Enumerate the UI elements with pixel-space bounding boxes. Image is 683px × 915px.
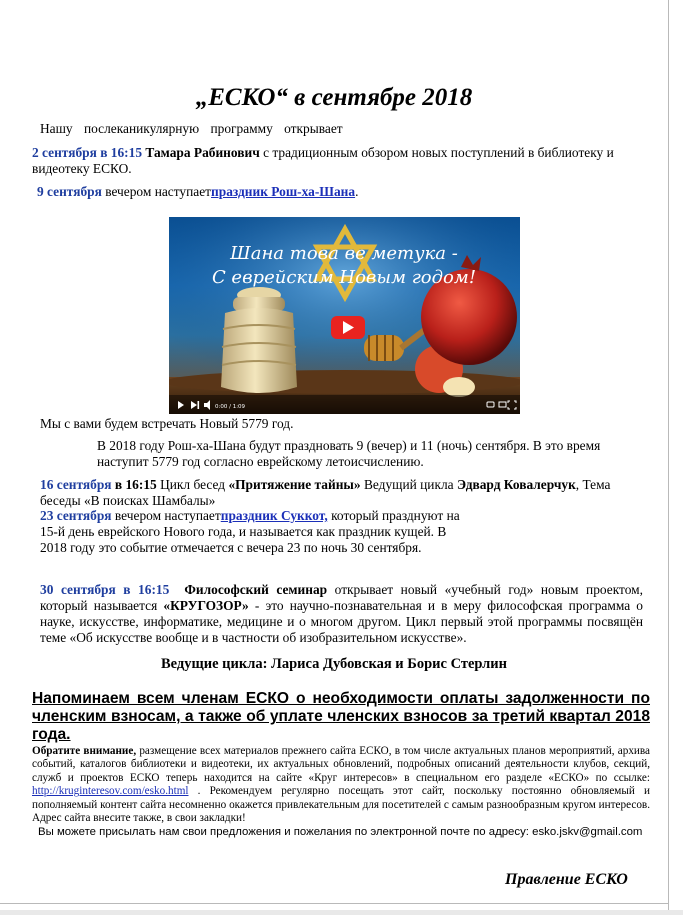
rosh-hashana-dates: В 2018 году Рош-ха-Шана будут праздновать 9 (вечер) и 11 (ночь) сентября. В это время наступит 5779 год согласно еврейскому летоисчислению. [97,438,601,469]
rosh-hashana-link[interactable]: праздник Рош-ха-Шана [211,184,356,199]
event-sept-9: 9 сентября вечером наступаетпраздник Рош-ха-Шана. [37,184,359,199]
event-sept-2 [32,145,642,177]
page-footer-strip [0,910,683,915]
apple-slice-icon [443,377,475,397]
event-host: Эдвард Ковалерчук [456,477,576,492]
event-time: в 16:15 [114,477,157,492]
site-link[interactable]: http://kruginteresov.com/esko.html [32,785,189,798]
signature: Правление ЕСКО [505,871,628,888]
event-date: 30 сентября в 16:15 [40,582,170,597]
site-notice: Обратите внимание, размещение всех материалов прежнего сайта ЕСКО, в том числе актуальных планов мероприятий, архива событий, каталогов библиотеки и видеотеки, их актуальных обновлений, подробных описаний деятельности клубов, секций, служб и проектов ЕСКО теперь находится на сайте «Круг интересов» в специальном его разделе «ЕСКО» по ссылке: http://kruginteresov.com/esko.html . Рекомендуем регулярно посещать этот сайт, поскольку постоянно обновляемый и пополняемый контент сайта несомненно окажется привлекательным для посетителей с самым разнообразным кругом интересов. Адрес сайта внесите также, в свои закладки! [32,745,651,825]
page-title: „ЕСКО“ в сентябре 2018 [195,84,473,111]
event-date: 2 сентября в 16:15 [32,145,143,160]
event-sept-16: 16 сентября в 16:15 Цикл бесед «Притяжение тайны» Ведущий цикла Эдвард Ковалерчук, Тема беседы «В поисках Шамбалы» [40,477,611,508]
new-year-text: Мы с вами будем встречать Новый 5779 год. [40,416,294,431]
event-date: 16 сентября [40,477,112,492]
seminar-name: Философский семинар [184,582,328,597]
event-date: 9 сентября [37,184,102,199]
greeting-line-2: С еврейским Новым годом! [211,267,477,288]
event-sept-30: 30 сентября в 16:15 Философский семинар открывает новый «учебный год» новым проектом, который называется «КРУГОЗОР» - это научно-познавательная и в меру философская программа о науке, искусстве, информатике, медицине и о многом другом. Цикл первый этой программы посвящён теме «Об искусстве вообще и в частности об изобразительном искусстве». [40,582,643,645]
page-border-bottom [0,903,669,904]
event-host: Тамара Рабинович [145,145,260,160]
sukkot-link[interactable]: праздник Суккот, [220,508,328,523]
page-border-right [668,0,669,915]
event-text: вечером наступает [105,184,212,199]
intro-text: Нашу послеканикулярную программу открывает [40,121,343,136]
event-text: с традиционным обзором новых поступлений в библиотеку и видеотеку ЕСКО. [32,145,614,176]
cycle-leaders: Ведущие цикла: Лариса Дубовская и Борис Стерлин [161,656,507,672]
event-sept-23: 23 сентября вечером наступаетпраздник Суккот, который празднуют на 15-й день еврейского Нового года, и называется как праздник кущей. В 2018 году это событие отмечается с вечера 23 по ночь 30 сентября. [40,508,460,555]
notice-lead: Обратите внимание, [32,745,137,757]
contact-text: Вы можете присылать нам свои предложения и пожелания по электронной почте по адресу: esko.jskv@gmail.com [38,826,643,838]
membership-reminder: Напоминаем всем членам ЕСКО о необходимости оплаты задолженности по членским взносам, а также об уплате членских взносов за третий квартал 2018 года. [32,690,650,743]
greeting-line-1: Шана това ве метука - [230,243,458,264]
event-date: 23 сентября [40,508,112,523]
play-button[interactable] [331,316,365,339]
series-name: «Притяжение тайны» [228,477,361,492]
project-name: «КРУГОЗОР» [163,598,249,613]
video-thumbnail [169,217,520,414]
video-player[interactable] [169,217,520,414]
video-time: 0:00 / 1:09 [215,404,246,410]
